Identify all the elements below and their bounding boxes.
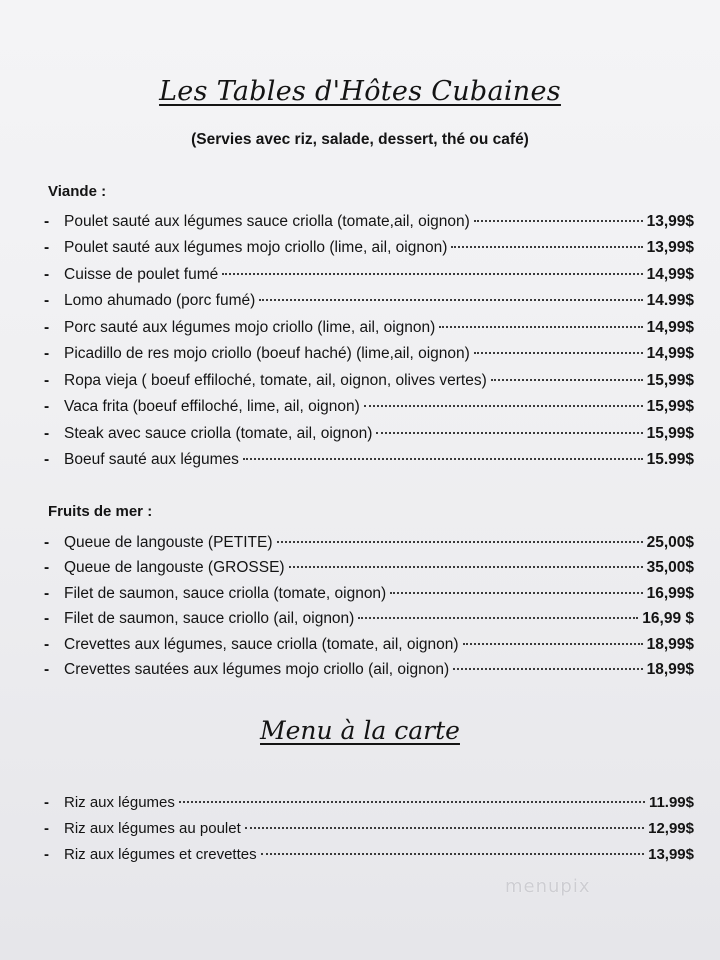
menu-item-price: 12,99$ xyxy=(648,820,694,837)
menu-item-price: 16,99$ xyxy=(646,584,694,602)
dot-leader xyxy=(474,204,643,222)
menu-item-price: 18,99$ xyxy=(646,661,694,678)
menu-item-name: Boeuf sauté aux légumes xyxy=(64,451,239,468)
bullet-dash: - xyxy=(44,584,50,602)
menu-item-name: Poulet sauté aux légumes sauce criolla (tomate,ail, oignon) xyxy=(64,212,470,230)
bullet-dash: - xyxy=(44,318,50,336)
dot-leader xyxy=(222,257,642,275)
menu-item-price: 25,00$ xyxy=(646,533,694,551)
menu-item-name: Queue de langouste (PETITE) xyxy=(64,533,273,551)
section-heading-fruits-de-mer: Fruits de mer : xyxy=(48,503,153,520)
menu-item-price: 14,99$ xyxy=(646,318,694,336)
bullet-dash: - xyxy=(44,635,50,653)
menu-item xyxy=(44,842,694,868)
bullet-dash: - xyxy=(44,661,50,678)
menu-item-price: 15,99$ xyxy=(646,371,694,389)
dot-leader xyxy=(439,310,642,328)
menu-item-name: Riz aux légumes xyxy=(64,794,175,811)
menu-item-price: 16,99 $ xyxy=(642,610,694,627)
page-title: Les Tables d'Hôtes Cubaines xyxy=(159,76,561,107)
menu-item-name: Filet de saumon, sauce criolla (tomate, oignon) xyxy=(64,584,387,602)
menu-item-price: 18,99$ xyxy=(646,635,694,653)
bullet-dash: - xyxy=(44,239,50,256)
dot-leader xyxy=(243,443,643,461)
watermark-logo: menupix xyxy=(505,876,591,897)
viande-list xyxy=(44,208,694,473)
carte-title: Menu à la carte xyxy=(260,716,460,745)
dot-leader xyxy=(376,416,642,434)
menu-item-name: Crevettes sautées aux légumes mojo criollo (ail, oignon) xyxy=(64,661,450,678)
menu-item-price: 15.99$ xyxy=(646,451,694,468)
bullet-dash: - xyxy=(44,794,49,811)
dot-leader xyxy=(390,576,642,594)
menu-item-name: Vaca frita (boeuf effiloché, lime, ail, oignon) xyxy=(64,398,360,415)
bullet-dash: - xyxy=(44,451,50,468)
dot-leader xyxy=(364,390,643,408)
bullet-dash: - xyxy=(44,424,50,442)
page-subtitle: (Servies avec riz, salade, dessert, thé ou café) xyxy=(191,131,529,148)
dot-leader xyxy=(277,525,643,543)
menu-item xyxy=(44,657,694,683)
fruits-de-mer-list xyxy=(44,529,694,682)
menu-item-name: Crevettes aux légumes, sauce criolla (tomate, ail, oignon) xyxy=(64,635,459,653)
menu-item-name: Cuisse de poulet fumé xyxy=(64,265,219,283)
carte-list xyxy=(44,790,694,868)
bullet-dash: - xyxy=(44,559,50,576)
menu-item-name: Ropa vieja ( boeuf effiloché, tomate, ail, oignon, olives vertes) xyxy=(64,371,487,389)
menu-item-price: 13,99$ xyxy=(646,239,694,256)
menu-item-price: 15,99$ xyxy=(646,424,694,442)
dot-leader xyxy=(474,337,643,355)
menu-item-name: Riz aux légumes et crevettes xyxy=(64,846,257,863)
menu-item-price: 15,99$ xyxy=(646,398,694,415)
dot-leader xyxy=(451,231,642,249)
bullet-dash: - xyxy=(44,533,50,551)
bullet-dash: - xyxy=(44,820,49,837)
menu-item-name: Porc sauté aux légumes mojo criollo (lime, ail, oignon) xyxy=(64,318,436,336)
menu-item-name: Steak avec sauce criolla (tomate, ail, oignon) xyxy=(64,424,373,442)
dot-leader xyxy=(259,284,642,302)
menu-item-name: Poulet sauté aux légumes mojo criollo (lime, ail, oignon) xyxy=(64,239,448,256)
menu-item-price: 14,99$ xyxy=(646,265,694,283)
dot-leader xyxy=(453,653,642,671)
menu-item-price: 13,99$ xyxy=(646,212,694,230)
dot-leader xyxy=(245,812,644,829)
dot-leader xyxy=(463,627,643,645)
menu-item-name: Filet de saumon, sauce criollo (ail, oignon) xyxy=(64,610,355,627)
dot-leader xyxy=(491,363,643,381)
bullet-dash: - xyxy=(44,398,50,415)
dot-leader xyxy=(289,551,643,569)
dot-leader xyxy=(358,602,638,620)
bullet-dash: - xyxy=(44,292,50,309)
menu-item xyxy=(44,447,694,474)
menu-item-price: 14,99$ xyxy=(646,345,694,362)
bullet-dash: - xyxy=(44,345,50,362)
menu-item-name: Picadillo de res mojo criollo (boeuf haché) (lime,ail, oignon) xyxy=(64,345,470,362)
dot-leader xyxy=(261,838,645,855)
menu-item-name: Queue de langouste (GROSSE) xyxy=(64,559,285,576)
menu-item-name: Riz aux légumes au poulet xyxy=(64,820,241,837)
menu-item-price: 11.99$ xyxy=(648,794,694,811)
bullet-dash: - xyxy=(44,846,49,863)
menu-item-name: Lomo ahumado (porc fumé) xyxy=(64,292,256,309)
menu-item-price: 14.99$ xyxy=(646,292,694,309)
bullet-dash: - xyxy=(44,610,50,627)
section-heading-viande: Viande : xyxy=(48,183,107,200)
menu-item-price: 35,00$ xyxy=(646,559,694,576)
bullet-dash: - xyxy=(44,371,50,389)
menu-item-price: 13,99$ xyxy=(648,846,694,863)
bullet-dash: - xyxy=(44,265,50,283)
bullet-dash: - xyxy=(44,212,50,230)
dot-leader xyxy=(179,786,645,803)
